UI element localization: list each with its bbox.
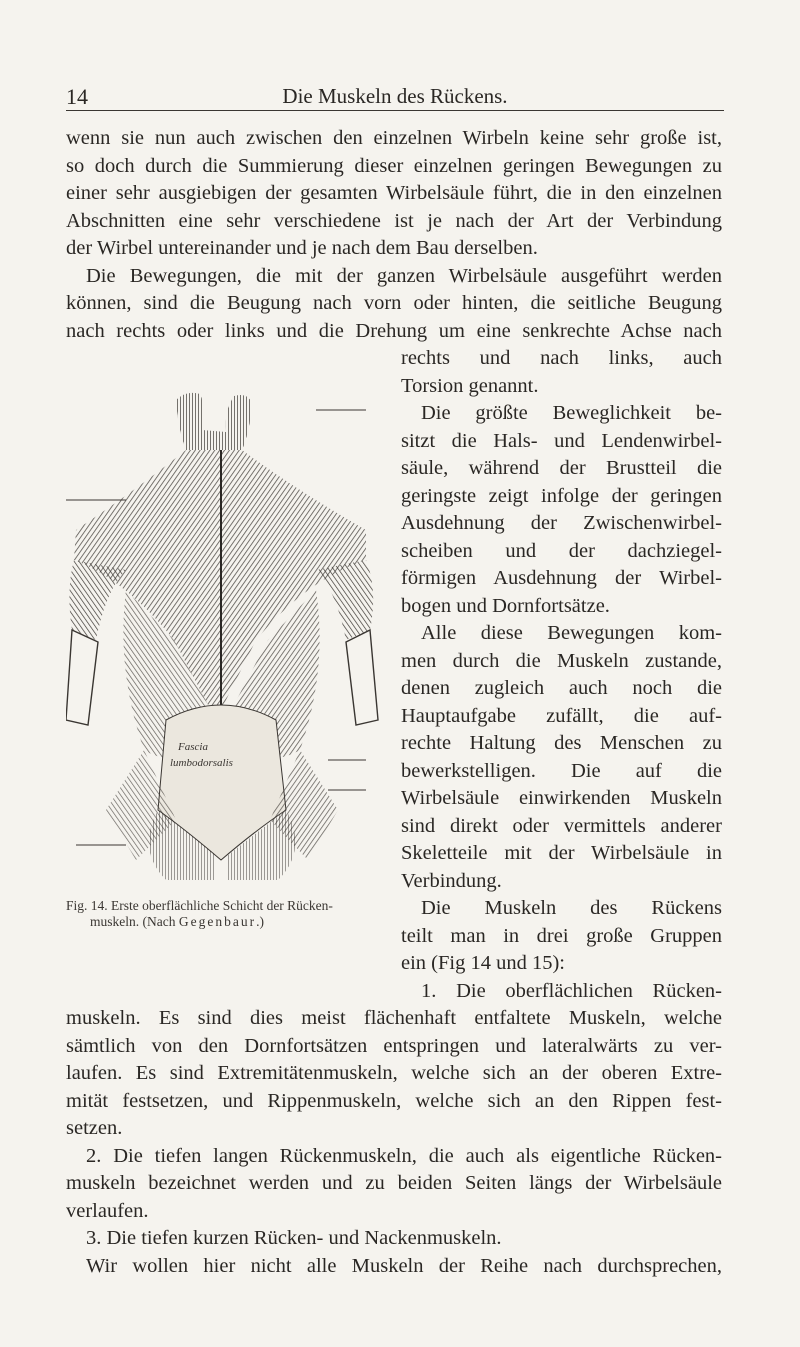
column-line: Verbindung.	[401, 870, 502, 892]
column-line: rechts und nach links, auch	[401, 347, 722, 369]
body-line: Wir wollen hier nicht alle Muskeln der Reihe nach durchsprechen,	[86, 1255, 722, 1277]
caption-line-2-start: muskeln. (Nach	[90, 914, 179, 929]
column-line: bogen und Dornfortsätze.	[401, 595, 610, 617]
column-line: bewerkstelligen. Die auf die	[401, 760, 722, 782]
column-line: sitzt die Hals- und Lendenwirbel-	[401, 430, 722, 452]
column-line: Ausdehnung der Zwischenwirbel-	[401, 512, 722, 534]
caption-line-1: Fig. 14. Erste oberflächliche Schicht der Rücken-	[66, 898, 333, 913]
body-line: so doch durch die Summierung dieser einzelnen geringen Bewegungen zu	[66, 155, 722, 177]
body-line: sämtlich von den Dornfortsätzen entspringen und lateralwärts zu ver-	[66, 1035, 722, 1057]
back-muscles-illustration	[66, 390, 396, 890]
column-line: Die größte Beweglichkeit be-	[421, 402, 722, 424]
column-line: sind direkt oder vermittels anderer	[401, 815, 722, 837]
column-line: förmigen Ausdehnung der Wirbel-	[401, 567, 722, 589]
body-line: wenn sie nun auch zwischen den einzelnen Wirbeln keine sehr große ist,	[66, 127, 722, 149]
column-line: scheiben und der dachziegel-	[401, 540, 722, 562]
body-line: Die Bewegungen, die mit der ganzen Wirbelsäule ausgeführt werden	[86, 265, 722, 287]
label-fascia: Fascia	[178, 741, 208, 753]
page-header	[66, 82, 724, 111]
column-line: geringste zeigt infolge der geringen	[401, 485, 722, 507]
column-line: Die Muskeln des Rückens	[421, 897, 722, 919]
column-line: men durch die Muskeln zustande,	[401, 650, 722, 672]
body-line: der Wirbel untereinander und je nach dem Bau derselben.	[66, 237, 538, 259]
body-line: einer sehr ausgiebigen der gesamten Wirbelsäule führt, die in den einzelnen	[66, 182, 722, 204]
body-line: mität festsetzen, und Rippenmuskeln, welche sich an den Rippen fest-	[66, 1090, 722, 1112]
caption-line-2	[66, 914, 396, 930]
column-line: ein (Fig 14 und 15):	[401, 952, 565, 974]
caption-line-2-end: .)	[256, 914, 264, 929]
body-line: laufen. Es sind Extremitätenmuskeln, welche sich an der oberen Extre-	[66, 1062, 722, 1084]
caption-author: Gegenbaur	[178, 914, 257, 929]
column-line: Wirbelsäule einwirkenden Muskeln	[401, 787, 722, 809]
body-line: Abschnitten eine sehr verschiedene ist je nach der Art der Verbindung	[66, 210, 722, 232]
body-line: können, sind die Beugung nach vorn oder hinten, die seitliche Beugung	[66, 292, 722, 314]
body-line: setzen.	[66, 1117, 123, 1139]
column-line: Torsion genannt.	[401, 375, 539, 397]
running-title: Die Muskeln des Rückens.	[282, 84, 508, 108]
body-line: 3. Die tiefen kurzen Rücken- und Nackenmuskeln.	[86, 1227, 502, 1249]
body-line: muskeln. Es sind dies meist flächenhaft entfaltete Muskeln, welche	[66, 1007, 722, 1029]
column-line: Hauptaufgabe zufällt, die auf-	[401, 705, 722, 727]
column-line: säule, während der Brustteil die	[401, 457, 722, 479]
label-lumbodorsalis: lumbodorsalis	[170, 757, 233, 769]
body-line: 2. Die tiefen langen Rückenmuskeln, die auch als eigentliche Rücken-	[86, 1145, 722, 1167]
column-line: denen zugleich auch noch die	[401, 677, 722, 699]
column-line: Alle diese Bewegungen kom-	[421, 622, 722, 644]
body-line: muskeln bezeichnet werden und zu beiden Seiten längs der Wirbelsäule	[66, 1172, 722, 1194]
body-line: nach rechts oder links und die Drehung um eine senkrechte Achse nach	[66, 320, 722, 342]
column-line: teilt man in drei große Gruppen	[401, 925, 722, 947]
figure-caption	[66, 898, 396, 930]
page-number: 14	[66, 84, 88, 109]
column-line: Skeletteile mit der Wirbelsäule in	[401, 842, 722, 864]
column-line: rechte Haltung des Menschen zu	[401, 732, 722, 754]
back-muscles-figure	[66, 390, 396, 890]
column-line: 1. Die oberflächlichen Rücken-	[421, 980, 722, 1002]
body-line: verlaufen.	[66, 1200, 149, 1222]
